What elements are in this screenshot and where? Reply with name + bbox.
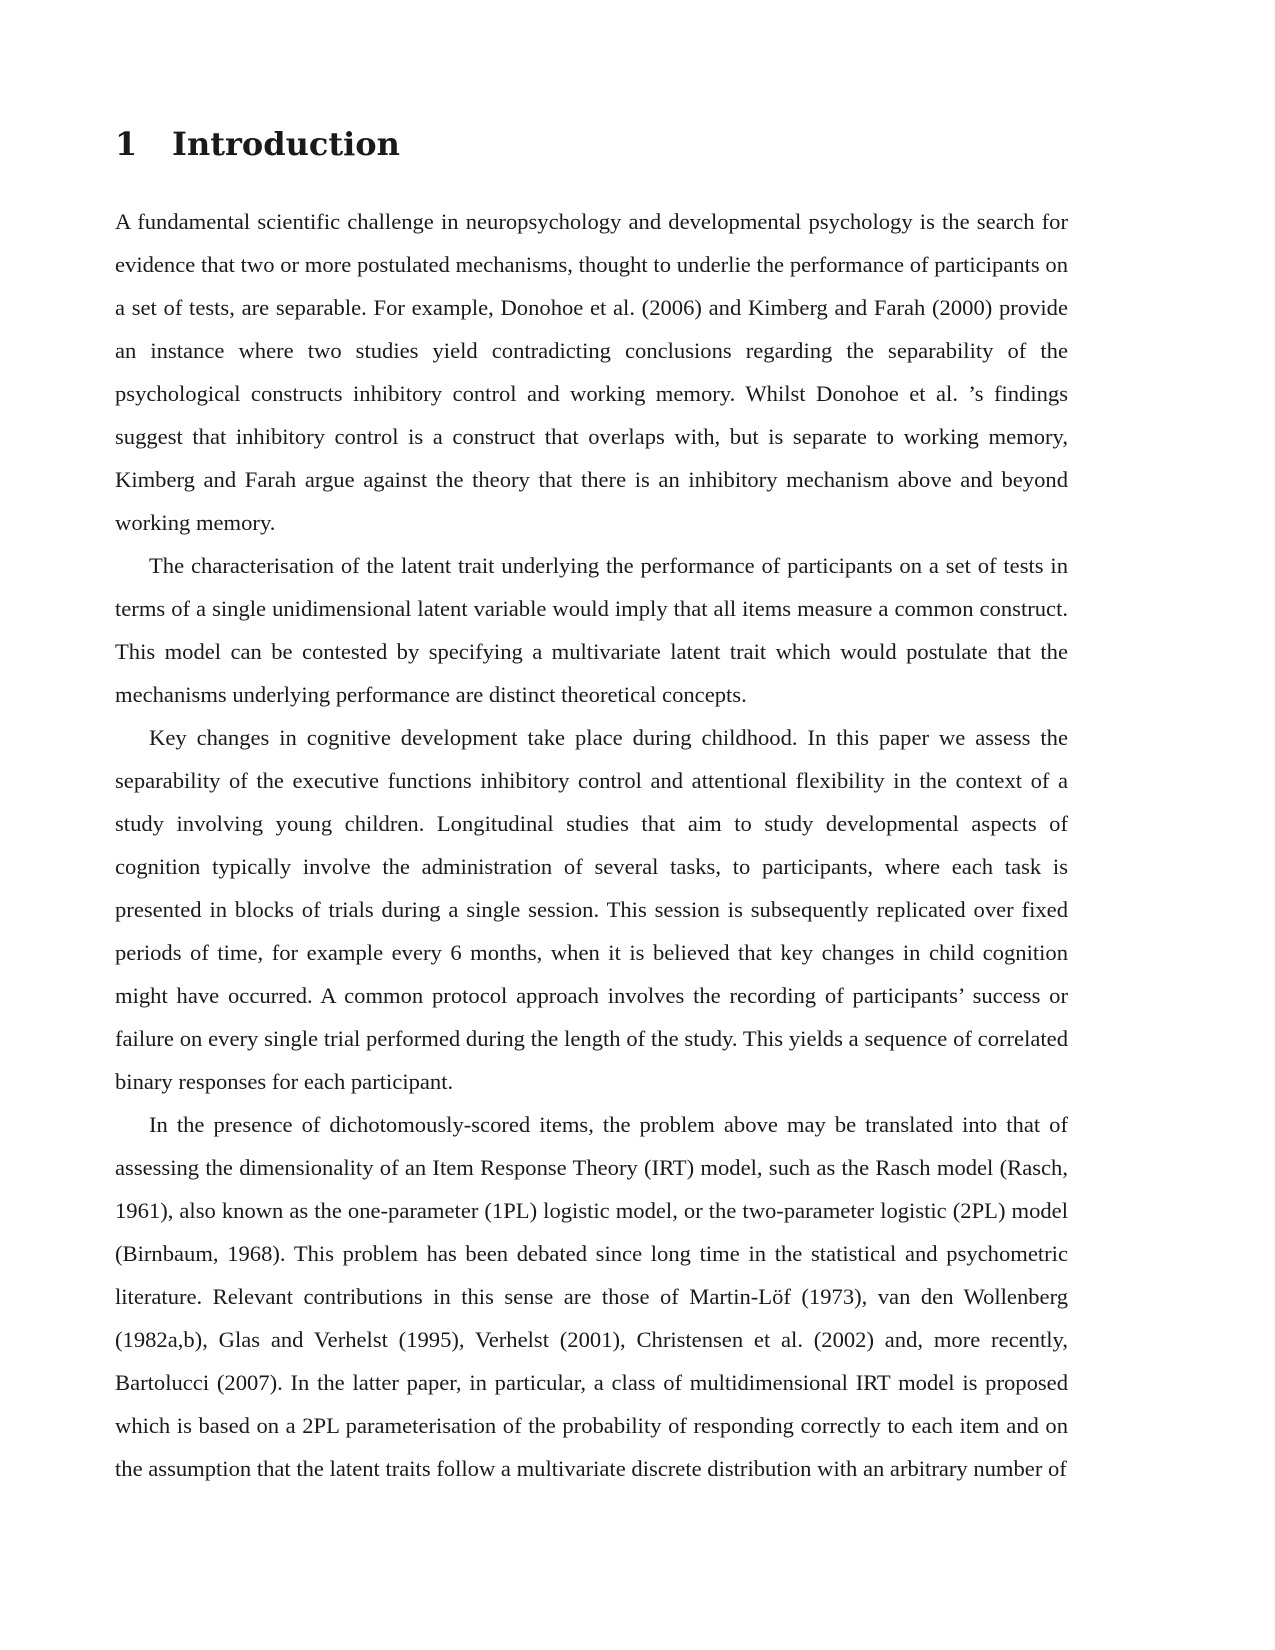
- paragraph-3: Key changes in cognitive development take place during childhood. In this paper we assess the separability of the executive functions inhibitory control and attentional flexibility in the context of a study involving young children. Longitudinal studies that aim to study developmental aspects of cognition typically involve the administration of several tasks, to participants, where each task is presented in blocks of trials during a single session. This session is subsequently replicated over fixed periods of time, for example every 6 months, when it is believed that key changes in child cognition might have occurred. A common protocol approach involves the recording of participants’ success or failure on every single trial performed during the length of the study. This yields a sequence of correlated binary responses for each participant.: [115, 725, 1068, 1094]
- section-title: Introduction: [172, 125, 400, 163]
- paragraph-1: A fundamental scientific challenge in neuropsychology and developmental psychology is the search for evidence that two or more postulated mechanisms, thought to underlie the performance of participants on a set of tests, are separable. For example, Donohoe et al. (2006) and Kimberg and Farah (2000) provide an instance where two studies yield contradicting conclusions regarding the separability of the psychological constructs inhibitory control and working memory. Whilst Donohoe et al. ’s findings suggest that inhibitory control is a construct that overlaps with, but is separate to working memory, Kimberg and Farah argue against the theory that there is an inhibitory mechanism above and beyond working memory.: [115, 209, 1068, 535]
- page-content: [115, 118, 1068, 1490]
- paragraph-2: The characterisation of the latent trait underlying the performance of participants on a set of tests in terms of a single unidimensional latent variable would imply that all items measure a common construct. This model can be contested by specifying a multivariate latent trait which would postulate that the mechanisms underlying performance are distinct theoretical concepts.: [115, 553, 1068, 707]
- section-number: 1: [115, 125, 138, 163]
- paragraph-4: In the presence of dichotomously-scored items, the problem above may be translated into that of assessing the dimensionality of an Item Response Theory (IRT) model, such as the Rasch model (Rasch, 1961), also known as the one-parameter (1PL) logistic model, or the two-parameter logistic (2PL) model (Birnbaum, 1968). This problem has been debated since long time in the statistical and psychometric literature. Relevant contributions in this sense are those of Martin-Löf (1973), van den Wollenberg (1982a,b), Glas and Verhelst (1995), Verhelst (2001), Christensen et al. (2002) and, more recently, Bartolucci (2007). In the latter paper, in particular, a class of multidimensional IRT model is proposed which is based on a 2PL parameterisation of the probability of responding correctly to each item and on the assumption that the latent traits follow a multivariate discrete distribution with an arbitrary number of: [115, 1112, 1068, 1481]
- section-heading: [115, 118, 1068, 170]
